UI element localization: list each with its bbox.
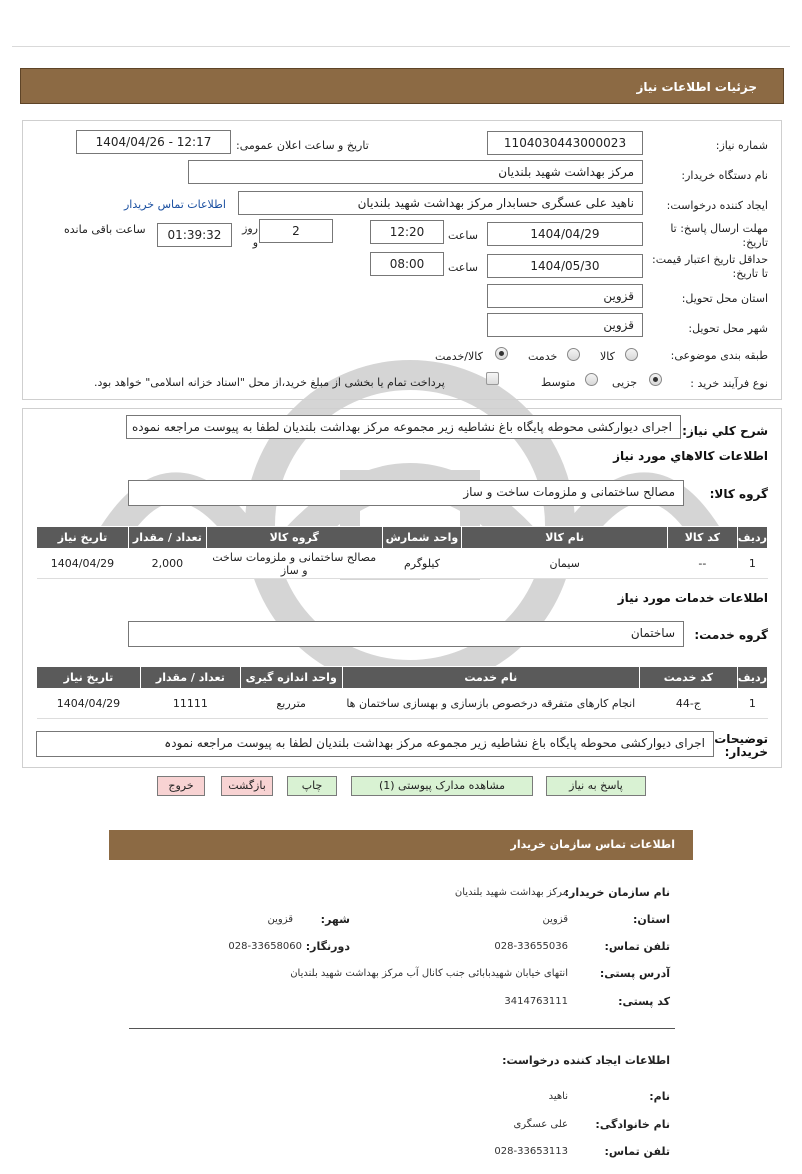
treasury-checkbox[interactable] (486, 372, 499, 385)
remaining-time-field: 01:39:32 (157, 223, 232, 247)
process-partial-label: جزیی (612, 376, 638, 389)
page-title: جزئیات اطلاعات نیاز (20, 68, 784, 104)
goods-group-label: گروه کالا: (709, 487, 768, 501)
cell-name: انجام کارهای متفرقه درخصوص بازسازی و بهسازی ساختمان ها (342, 689, 639, 719)
remaining-label: ساعت باقی مانده (64, 223, 146, 236)
category-label: طبقه بندی موضوعی: (670, 349, 768, 362)
services-table (36, 666, 768, 719)
contact-org-value: مرکز بهداشت شهید بلندیان (454, 887, 568, 898)
contact-province-value: قزوین (542, 914, 568, 925)
creator-label: ایجاد کننده درخواست: (666, 199, 768, 212)
validity-time-field: 08:00 (370, 252, 444, 276)
services-section-title: اطلاعات خدمات مورد نياز (617, 591, 768, 605)
province-label: استان محل تحویل: (681, 292, 768, 305)
contact-address-value: انتهای خیابان شهیدبابائی جنب کانال آب مرکز بهداشت شهید بلندیان (290, 968, 568, 979)
col-unit: واحد اندازه گیری (240, 667, 342, 689)
contact-city-value: قزوین (267, 914, 293, 925)
goods-table-header (37, 527, 768, 549)
process-label: نوع فرآیند خرید : (690, 377, 768, 390)
cell-name: سیمان (462, 549, 668, 579)
goods-section-title: اطلاعات کالاهاي مورد نياز (613, 449, 768, 463)
cell-qty: 2,000 (128, 549, 206, 579)
creator-field: ناهید علی عسگری حسابدار مرکز بهداشت شهید بلندیان (238, 191, 643, 215)
creator-name-label: نام: (649, 1090, 670, 1103)
city-label: شهر محل تحویل: (688, 322, 768, 335)
deadline-date-field: 1404/04/29 (487, 222, 643, 246)
treasury-note: پرداخت تمام یا بخشی از مبلغ خرید،از محل "اسناد خزانه اسلامی" خواهد بود. (94, 376, 445, 389)
need-number-field: 1104030443000023 (487, 131, 643, 155)
category-both-radio[interactable] (495, 347, 508, 360)
creator-info-title: اطلاعات ایجاد کننده درخواست: (502, 1054, 670, 1067)
buyer-notes-field: اجرای دیوارکشی محوطه پایگاه باغ نشاطیه زیر مجموعه مرکز بهداشت بلندیان لطفا به پیوست مراجعه نمودہ (36, 731, 714, 757)
contact-phone-value: 028-33655036 (494, 941, 568, 952)
contact-phone-label: تلفن تماس: (604, 940, 670, 953)
contact-fax-label: دورنگار: (305, 940, 350, 953)
print-button[interactable]: چاپ (287, 776, 337, 796)
category-both-label: کالا/خدمت (435, 350, 483, 363)
cell-unit: مترربع (240, 689, 342, 719)
creator-phone-label: تلفن تماس: (604, 1145, 670, 1158)
cell-group: مصالح ساختمانی و ملزومات ساخت و ساز (206, 549, 382, 579)
contact-fax-value: 028-33658060 (228, 941, 302, 952)
table-row (37, 549, 768, 579)
goods-group-field: مصالح ساختمانی و ملزومات ساخت و ساز (128, 480, 684, 506)
deadline-time-label: ساعت (448, 229, 478, 242)
contact-postal-value: 3414763111 (504, 996, 568, 1007)
col-row: ردیف (737, 667, 767, 689)
summary-label: شرح کلي نياز: (682, 424, 768, 438)
goods-table (36, 526, 768, 579)
contact-address-label: آدرس پستی: (599, 967, 670, 980)
contact-postal-label: کد پستی: (618, 995, 670, 1008)
cell-row: 1 (737, 689, 767, 719)
summary-field: اجرای دیوارکشی محوطه پایگاه باغ نشاطیه زیر مجموعه مرکز بهداشت بلندیان لطفا به پیوست مراجعه نموده (126, 415, 681, 439)
announce-field: 1404/04/26 - 12:17 (76, 130, 231, 154)
buyer-org-field: مرکز بهداشت شهید بلندیان (188, 160, 643, 184)
creator-family-label: نام خانوادگی: (595, 1118, 670, 1131)
need-number-label: شماره نیاز: (715, 139, 768, 152)
col-date: تاریخ نیاز (37, 667, 141, 689)
contact-divider (129, 1028, 675, 1029)
contact-org-label: نام سازمان خریدار: (564, 886, 670, 899)
col-code: کد کالا (667, 527, 737, 549)
back-button[interactable]: بازگشت (221, 776, 273, 796)
creator-phone-value: 028-33653113 (494, 1146, 568, 1157)
city-field: قزوین (487, 313, 643, 337)
buyer-notes-label: توضیحات خریدار: (714, 732, 768, 759)
col-qty: تعداد / مقدار (128, 527, 206, 549)
creator-family-value: علی عسگری (513, 1119, 568, 1130)
col-qty: تعداد / مقدار (140, 667, 240, 689)
contact-province-label: استان: (633, 913, 670, 926)
category-goods-radio[interactable] (625, 348, 638, 361)
cell-code: -- (667, 549, 737, 579)
cell-date: 1404/04/29 (37, 549, 129, 579)
contact-section-title: اطلاعات تماس سازمان خریدار (109, 830, 693, 860)
table-row (37, 689, 768, 719)
top-divider (12, 46, 790, 47)
col-unit: واحد شمارش (382, 527, 462, 549)
cell-row: 1 (737, 549, 767, 579)
deadline-time-field: 12:20 (370, 220, 444, 244)
col-name: نام کالا (462, 527, 668, 549)
col-group: گروه کالا (206, 527, 382, 549)
cell-qty: 11111 (140, 689, 240, 719)
days-field: 2 (259, 219, 333, 243)
buyer-contact-link[interactable]: اطلاعات تماس خریدار (124, 198, 226, 211)
validity-time-label: ساعت (448, 261, 478, 274)
process-medium-radio[interactable] (585, 373, 598, 386)
buyer-org-label: نام دستگاه خریدار: (681, 169, 768, 182)
cell-date: 1404/04/29 (37, 689, 141, 719)
category-goods-label: کالا (600, 350, 615, 363)
cell-code: ج-44 (639, 689, 737, 719)
days-label: روز و (242, 222, 258, 249)
announce-label: تاریخ و ساعت اعلان عمومی: (236, 139, 369, 152)
col-code: کد خدمت (639, 667, 737, 689)
col-date: تاریخ نیاز (37, 527, 129, 549)
category-service-label: خدمت (528, 350, 558, 363)
reply-button[interactable]: پاسخ به نیاز (546, 776, 646, 796)
validity-label: حداقل تاریخ اعتبار قیمت: تا تاریخ: (652, 253, 768, 280)
cell-unit: کیلوگرم (382, 549, 462, 579)
contact-city-label: شهر: (320, 913, 350, 926)
province-field: قزوین (487, 284, 643, 308)
service-group-label: گروه خدمت: (694, 628, 768, 642)
process-partial-radio[interactable] (649, 373, 662, 386)
creator-name-value: ناهید (548, 1091, 568, 1102)
service-group-field: ساختمان (128, 621, 684, 647)
view-docs-button[interactable]: مشاهده مدارک پیوستی (1) (351, 776, 533, 796)
deadline-label: مهلت ارسال پاسخ: تا تاریخ: (670, 222, 768, 249)
exit-button[interactable]: خروج (157, 776, 205, 796)
col-name: نام خدمت (342, 667, 639, 689)
validity-date-field: 1404/05/30 (487, 254, 643, 278)
col-row: ردیف (737, 527, 767, 549)
process-medium-label: متوسط (541, 376, 576, 389)
category-service-radio[interactable] (567, 348, 580, 361)
services-table-header (37, 667, 768, 689)
